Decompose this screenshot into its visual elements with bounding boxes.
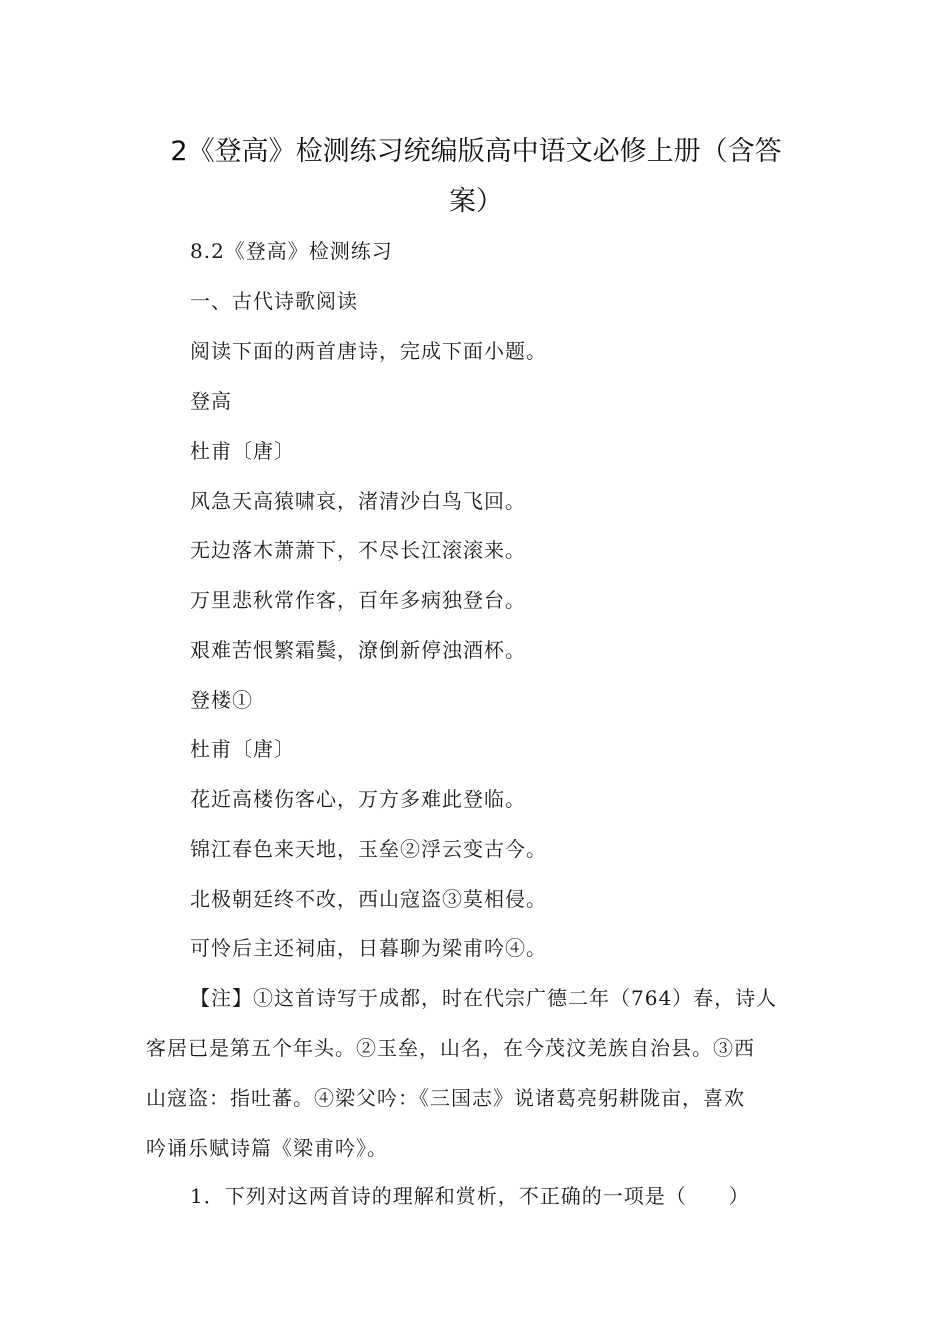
- document-title-line-2: 案）: [449, 186, 503, 217]
- instruction-text: 阅读下面的两首唐诗，完成下面小题。: [190, 339, 547, 363]
- document-title-line-1: 2《登高》检测练习统编版高中语文必修上册（含答: [170, 136, 782, 167]
- note-line: 吟诵乐赋诗篇《梁甫吟》。: [146, 1136, 388, 1160]
- poem1-line: 风急天高猿啸哀，渚清沙白鸟飞回。: [190, 489, 526, 513]
- poem1-line: 万里悲秋常作客，百年多病独登台。: [190, 588, 526, 612]
- exercise-subtitle: 8.2《登高》检测练习: [190, 239, 393, 263]
- poem2-title: 登楼①: [190, 688, 253, 712]
- question-1: 1．下列对这两首诗的理解和赏析，不正确的一项是（ ）: [190, 1184, 750, 1208]
- note-line: 山寇盗：指吐蕃。④梁父吟：《三国志》说诸葛亮躬耕陇亩，喜欢: [146, 1086, 745, 1110]
- poem1-line: 无边落木萧萧下，不尽长江滚滚来。: [190, 538, 526, 562]
- poem2-author: 杜甫〔唐〕: [190, 737, 295, 761]
- poem1-line: 艰难苦恨繁霜鬓，潦倒新停浊酒杯。: [190, 638, 526, 662]
- note-line: 客居已是第五个年头。②玉垒，山名，在今茂汶羌族自治县。③西: [146, 1036, 755, 1060]
- poem2-line: 花近高楼伤客心，万方多难此登临。: [190, 787, 526, 811]
- poem2-line: 锦江春色来天地，玉垒②浮云变古今。: [190, 837, 547, 861]
- section-heading: 一、古代诗歌阅读: [190, 289, 358, 313]
- poem1-author: 杜甫〔唐〕: [190, 439, 295, 463]
- poem2-line: 可怜后主还祠庙，日暮聊为梁甫吟④。: [190, 936, 547, 960]
- poem2-line: 北极朝廷终不改，西山寇盗③莫相侵。: [190, 887, 547, 911]
- note-line: 【注】①这首诗写于成都，时在代宗广德二年（764）春，诗人: [190, 986, 778, 1010]
- poem1-title: 登高: [190, 389, 232, 413]
- annotation-note: [146, 983, 808, 1163]
